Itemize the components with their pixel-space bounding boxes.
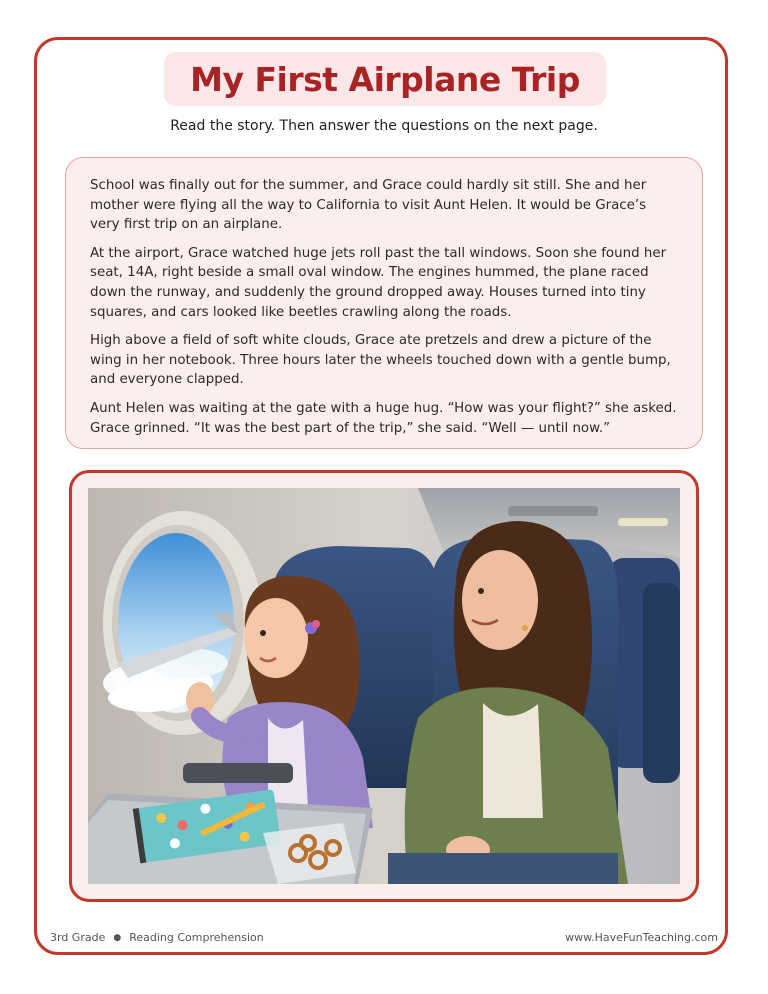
- footer-left: [50, 931, 264, 944]
- story-paragraph-2: At the airport, Grace watched huge jets roll past the tall windows. Soon she found her seat, 14A, right beside a small oval window. The engines hummed, the plane raced down the runway, and suddenly the ground dropped away. Houses turned into tiny squares, and cars looked like beetles crawling along the roads.: [90, 245, 667, 320]
- airplane-illustration: [88, 488, 680, 884]
- story-paragraph-4: Aunt Helen was waiting at the gate with a huge hug. “How was your flight?” she asked. Grace grinned. “It was the best part of the trip,” she said. “Well — until now.”: [90, 400, 677, 436]
- story-paragraph-3: High above a field of soft white clouds, Grace ate pretzels and drew a picture of the wing in her notebook. Three hours later the wheels touched down with a gentle bump, and everyone clapped.: [90, 333, 671, 388]
- story-paragraph-1: School was finally out for the summer, and Grace could hardly sit still. She and her mother were flying all the way to California to visit Aunt Helen. It would be Grace’s very first trip on an airplane.: [90, 178, 647, 233]
- footer-website-link[interactable]: www.HaveFunTeaching.com: [565, 931, 718, 944]
- story-box: [65, 157, 703, 449]
- footer-separator: ●: [113, 932, 122, 943]
- title-banner: [164, 52, 606, 106]
- instructions: Read the story. Then answer the questions on the next page.: [170, 118, 598, 134]
- footer-subject: Reading Comprehension: [129, 931, 264, 944]
- footer-grade: 3rd Grade: [50, 931, 106, 944]
- page-title: My First Airplane Trip: [190, 59, 580, 99]
